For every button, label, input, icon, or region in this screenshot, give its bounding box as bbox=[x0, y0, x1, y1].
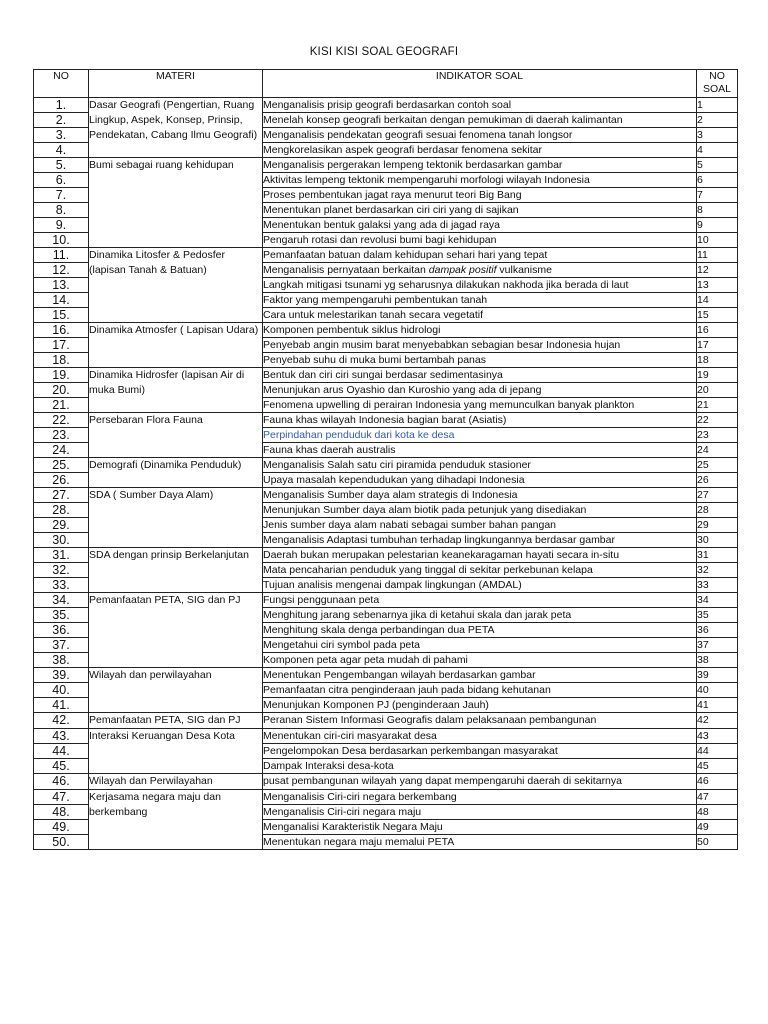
indikator-cell: Menelah konsep geografi berkaitan dengan pemukiman di daerah kalimantan bbox=[263, 113, 697, 128]
row-number: 3. bbox=[34, 128, 89, 143]
row-number: 45. bbox=[34, 759, 89, 774]
no-soal-cell: 20 bbox=[697, 383, 738, 398]
no-soal-cell: 2 bbox=[697, 113, 738, 128]
indikator-cell: Cara untuk melestarikan tanah secara vegetatif bbox=[263, 308, 697, 323]
table-row bbox=[34, 774, 738, 790]
row-number: 38. bbox=[34, 653, 89, 668]
indikator-cell: Upaya masalah kependudukan yang dihadapi Indonesia bbox=[263, 473, 697, 488]
no-soal-cell: 17 bbox=[697, 338, 738, 353]
no-soal-cell: 35 bbox=[697, 608, 738, 623]
materi-cell: Interaksi Keruangan Desa Kota bbox=[89, 729, 263, 774]
row-number: 28. bbox=[34, 503, 89, 518]
indikator-cell: Fauna khas daerah australis bbox=[263, 443, 697, 458]
indikator-cell: Dampak Interaksi desa-kota bbox=[263, 759, 697, 774]
materi-cell: Wilayah dan Perwilayahan bbox=[89, 774, 263, 790]
row-number: 9. bbox=[34, 218, 89, 233]
row-number: 8. bbox=[34, 203, 89, 218]
indikator-part: Menganalisis pernyataan berkaitan bbox=[263, 264, 429, 276]
row-number: 14. bbox=[34, 293, 89, 308]
table-row bbox=[34, 729, 738, 744]
indikator-cell: Mengetahui ciri symbol pada peta bbox=[263, 638, 697, 653]
row-number: 21. bbox=[34, 398, 89, 413]
indikator-cell: Menentukan negara maju memalui PETA bbox=[263, 835, 697, 850]
row-number: 25. bbox=[34, 458, 89, 473]
table-row bbox=[34, 368, 738, 383]
no-soal-cell: 8 bbox=[697, 203, 738, 218]
row-number: 23. bbox=[34, 428, 89, 443]
no-soal-cell: 7 bbox=[697, 188, 738, 203]
table-row bbox=[34, 548, 738, 563]
row-number: 2. bbox=[34, 113, 89, 128]
row-number: 31. bbox=[34, 548, 89, 563]
no-soal-cell: 40 bbox=[697, 683, 738, 698]
row-number: 20. bbox=[34, 383, 89, 398]
indikator-cell: Penyebab angin musim barat menyebabkan sebagian besar Indonesia hujan bbox=[263, 338, 697, 353]
header-materi: MATERI bbox=[89, 70, 263, 98]
indikator-cell: Komponen pembentuk siklus hidrologi bbox=[263, 323, 697, 338]
row-number: 10. bbox=[34, 233, 89, 248]
header-indikator: INDIKATOR SOAL bbox=[263, 70, 697, 98]
no-soal-cell: 4 bbox=[697, 143, 738, 158]
indikator-cell: Jenis sumber daya alam nabati sebagai sumber bahan pangan bbox=[263, 518, 697, 533]
row-number: 50. bbox=[34, 835, 89, 850]
table-row bbox=[34, 790, 738, 805]
no-soal-cell: 6 bbox=[697, 173, 738, 188]
row-number: 17. bbox=[34, 338, 89, 353]
indikator-cell: Mengkorelasikan aspek geografi berdasar fenomena sekitar bbox=[263, 143, 697, 158]
indikator-cell: Langkah mitigasi tsunami yg seharusnya dilakukan nakhoda jika berada di laut bbox=[263, 278, 697, 293]
header-no-soal-line2: SOAL bbox=[702, 83, 731, 95]
indikator-cell: Fungsi penggunaan peta bbox=[263, 593, 697, 608]
no-soal-cell: 47 bbox=[697, 790, 738, 805]
no-soal-cell: 16 bbox=[697, 323, 738, 338]
row-number: 42. bbox=[34, 713, 89, 729]
indikator-cell: Bentuk dan ciri ciri sungai berdasar sedimentasinya bbox=[263, 368, 697, 383]
indikator-part: vulkanisme bbox=[496, 264, 552, 276]
row-number: 34. bbox=[34, 593, 89, 608]
row-number: 32. bbox=[34, 563, 89, 578]
no-soal-cell: 24 bbox=[697, 443, 738, 458]
row-number: 37. bbox=[34, 638, 89, 653]
row-number: 26. bbox=[34, 473, 89, 488]
indikator-cell: Menganalisi Karakteristik Negara Maju bbox=[263, 820, 697, 835]
materi-cell: Dinamika Litosfer & Pedosfer (lapisan Tanah & Batuan) bbox=[89, 248, 263, 323]
indikator-cell: Tujuan analisis mengenai dampak lingkungan (AMDAL) bbox=[263, 578, 697, 593]
row-number: 1. bbox=[34, 98, 89, 113]
row-number: 43. bbox=[34, 729, 89, 744]
no-soal-cell: 46 bbox=[697, 774, 738, 790]
row-number: 29. bbox=[34, 518, 89, 533]
indikator-part: dampak positif bbox=[428, 264, 497, 276]
indikator-cell: Proses pembentukan jagat raya menurut teori Big Bang bbox=[263, 188, 697, 203]
table-row bbox=[34, 488, 738, 503]
no-soal-cell: 31 bbox=[697, 548, 738, 563]
no-soal-cell: 19 bbox=[697, 368, 738, 383]
no-soal-cell: 27 bbox=[697, 488, 738, 503]
indikator-cell: Faktor yang mempengaruhi pembentukan tanah bbox=[263, 293, 697, 308]
materi-cell: Demografi (Dinamika Penduduk) bbox=[89, 458, 263, 488]
row-number: 7. bbox=[34, 188, 89, 203]
row-number: 48. bbox=[34, 805, 89, 820]
no-soal-cell: 10 bbox=[697, 233, 738, 248]
indikator-cell: Menganalisis Sumber daya alam strategis di Indonesia bbox=[263, 488, 697, 503]
kisi-kisi-table bbox=[33, 69, 738, 850]
row-number: 11. bbox=[34, 248, 89, 263]
no-soal-cell: 41 bbox=[697, 698, 738, 713]
no-soal-cell: 25 bbox=[697, 458, 738, 473]
materi-cell: Bumi sebagai ruang kehidupan bbox=[89, 158, 263, 248]
row-number: 40. bbox=[34, 683, 89, 698]
no-soal-cell: 38 bbox=[697, 653, 738, 668]
no-soal-cell: 28 bbox=[697, 503, 738, 518]
row-number: 41. bbox=[34, 698, 89, 713]
row-number: 12. bbox=[34, 263, 89, 278]
no-soal-cell: 45 bbox=[697, 759, 738, 774]
materi-cell: Dasar Geografi (Pengertian, Ruang Lingkup, Aspek, Konsep, Prinsip, Pendekatan, Cabang Ilmu Geografi) bbox=[89, 98, 263, 158]
no-soal-cell: 29 bbox=[697, 518, 738, 533]
row-number: 27. bbox=[34, 488, 89, 503]
no-soal-cell: 32 bbox=[697, 563, 738, 578]
materi-cell: Kerjasama negara maju dan berkembang bbox=[89, 790, 263, 850]
indikator-cell: Aktivitas lempeng tektonik mempengaruhi morfologi wilayah Indonesia bbox=[263, 173, 697, 188]
row-number: 13. bbox=[34, 278, 89, 293]
table-header-row bbox=[34, 70, 738, 98]
no-soal-cell: 44 bbox=[697, 744, 738, 759]
table-row bbox=[34, 158, 738, 173]
indikator-cell: Fenomena upwelling di perairan Indonesia yang memunculkan banyak plankton bbox=[263, 398, 697, 413]
no-soal-cell: 9 bbox=[697, 218, 738, 233]
indikator-cell: Pengelompokan Desa berdasarkan perkembangan masyarakat bbox=[263, 744, 697, 759]
materi-cell: SDA ( Sumber Daya Alam) bbox=[89, 488, 263, 548]
table-row bbox=[34, 413, 738, 428]
no-soal-cell: 30 bbox=[697, 533, 738, 548]
no-soal-cell: 50 bbox=[697, 835, 738, 850]
no-soal-cell: 5 bbox=[697, 158, 738, 173]
indikator-cell: Menganalisis Ciri-ciri negara maju bbox=[263, 805, 697, 820]
materi-cell: Wilayah dan perwilayahan bbox=[89, 668, 263, 713]
row-number: 49. bbox=[34, 820, 89, 835]
no-soal-cell: 22 bbox=[697, 413, 738, 428]
row-number: 39. bbox=[34, 668, 89, 683]
no-soal-cell: 39 bbox=[697, 668, 738, 683]
row-number: 5. bbox=[34, 158, 89, 173]
row-number: 16. bbox=[34, 323, 89, 338]
materi-cell: Dinamika Hidrosfer (lapisan Air di muka Bumi) bbox=[89, 368, 263, 413]
indikator-cell: Daerah bukan merupakan pelestarian keanekaragaman hayati secara in-situ bbox=[263, 548, 697, 563]
table-row bbox=[34, 713, 738, 729]
no-soal-cell: 15 bbox=[697, 308, 738, 323]
no-soal-cell: 1 bbox=[697, 98, 738, 113]
indikator-cell: Menganalisis prisip geografi berdasarkan contoh soal bbox=[263, 98, 697, 113]
materi-cell: Pemanfaatan PETA, SIG dan PJ bbox=[89, 593, 263, 668]
row-number: 4. bbox=[34, 143, 89, 158]
no-soal-cell: 12 bbox=[697, 263, 738, 278]
indikator-cell: Menghitung jarang sebenarnya jika di ketahui skala dan jarak peta bbox=[263, 608, 697, 623]
row-number: 6. bbox=[34, 173, 89, 188]
row-number: 35. bbox=[34, 608, 89, 623]
no-soal-cell: 3 bbox=[697, 128, 738, 143]
row-number: 15. bbox=[34, 308, 89, 323]
indikator-cell: Menganalisis pendekatan geografi sesuai fenomena tanah longsor bbox=[263, 128, 697, 143]
no-soal-cell: 33 bbox=[697, 578, 738, 593]
table-row bbox=[34, 593, 738, 608]
no-soal-cell: 42 bbox=[697, 713, 738, 729]
indikator-cell: Peranan Sistem Informasi Geografis dalam pelaksanaan pembangunan bbox=[263, 713, 697, 729]
materi-cell: Pemanfaatan PETA, SIG dan PJ bbox=[89, 713, 263, 729]
table-row bbox=[34, 98, 738, 113]
indikator-cell: Komponen peta agar peta mudah di pahami bbox=[263, 653, 697, 668]
indikator-cell: Menunjukan arus Oyashio dan Kuroshio yang ada di jepang bbox=[263, 383, 697, 398]
table-row bbox=[34, 668, 738, 683]
indikator-cell: Menganalisis pergerakan lempeng tektonik berdasarkan gambar bbox=[263, 158, 697, 173]
header-no-soal bbox=[697, 70, 738, 98]
no-soal-cell: 34 bbox=[697, 593, 738, 608]
indikator-cell: Mata pencaharian penduduk yang tinggal di sekitar perkebunan kelapa bbox=[263, 563, 697, 578]
no-soal-cell: 26 bbox=[697, 473, 738, 488]
no-soal-cell: 14 bbox=[697, 293, 738, 308]
no-soal-cell: 13 bbox=[697, 278, 738, 293]
indikator-cell: pusat pembangunan wilayah yang dapat mempengaruhi daerah di sekitarnya bbox=[263, 774, 697, 790]
indikator-cell: Pemanfaatan batuan dalam kehidupan sehari hari yang tepat bbox=[263, 248, 697, 263]
header-no: NO bbox=[34, 70, 89, 98]
indikator-cell: Pemanfaatan citra penginderaan jauh pada bidang kehutanan bbox=[263, 683, 697, 698]
indikator-cell: Menganalisis Salah satu ciri piramida penduduk stasioner bbox=[263, 458, 697, 473]
no-soal-cell: 37 bbox=[697, 638, 738, 653]
no-soal-cell: 11 bbox=[697, 248, 738, 263]
no-soal-cell: 36 bbox=[697, 623, 738, 638]
no-soal-cell: 21 bbox=[697, 398, 738, 413]
indikator-cell: Menentukan ciri-ciri masyarakat desa bbox=[263, 729, 697, 744]
row-number: 24. bbox=[34, 443, 89, 458]
row-number: 44. bbox=[34, 744, 89, 759]
page-title: KISI KISI SOAL GEOGRAFI bbox=[309, 46, 459, 58]
table-body bbox=[34, 98, 738, 850]
indikator-cell: Menentukan planet berdasarkan ciri ciri yang di sajikan bbox=[263, 203, 697, 218]
no-soal-cell: 48 bbox=[697, 805, 738, 820]
row-number: 22. bbox=[34, 413, 89, 428]
indikator-cell: Menunjukan Komponen PJ (penginderaan Jauh) bbox=[263, 698, 697, 713]
table-row bbox=[34, 248, 738, 263]
table-row bbox=[34, 323, 738, 338]
table-row bbox=[34, 458, 738, 473]
indikator-cell: Menentukan bentuk galaksi yang ada di jagad raya bbox=[263, 218, 697, 233]
indikator-cell: Fauna khas wilayah Indonesia bagian barat (Asiatis) bbox=[263, 413, 697, 428]
indikator-cell: Penyebab suhu di muka bumi bertambah panas bbox=[263, 353, 697, 368]
materi-cell: Persebaran Flora Fauna bbox=[89, 413, 263, 458]
indikator-cell: Pengaruh rotasi dan revolusi bumi bagi kehidupan bbox=[263, 233, 697, 248]
row-number: 30. bbox=[34, 533, 89, 548]
indikator-cell: Perpindahan penduduk dari kota ke desa bbox=[263, 428, 697, 443]
materi-cell: SDA dengan prinsip Berkelanjutan bbox=[89, 548, 263, 593]
indikator-cell: Menghitung skala denga perbandingan dua PETA bbox=[263, 623, 697, 638]
row-number: 33. bbox=[34, 578, 89, 593]
row-number: 46. bbox=[34, 774, 89, 790]
indikator-cell: Menganalisis Adaptasi tumbuhan terhadap lingkungannya berdasar gambar bbox=[263, 533, 697, 548]
row-number: 47. bbox=[34, 790, 89, 805]
no-soal-cell: 43 bbox=[697, 729, 738, 744]
row-number: 19. bbox=[34, 368, 89, 383]
row-number: 18. bbox=[34, 353, 89, 368]
indikator-cell bbox=[263, 263, 697, 278]
no-soal-cell: 49 bbox=[697, 820, 738, 835]
no-soal-cell: 18 bbox=[697, 353, 738, 368]
no-soal-cell: 23 bbox=[697, 428, 738, 443]
materi-cell: Dinamika Atmosfer ( Lapisan Udara) bbox=[89, 323, 263, 368]
indikator-cell: Menganalisis Ciri-ciri negara berkembang bbox=[263, 790, 697, 805]
indikator-cell: Menunjukan Sumber daya alam biotik pada petunjuk yang disediakan bbox=[263, 503, 697, 518]
row-number: 36. bbox=[34, 623, 89, 638]
header-no-soal-line1: NO bbox=[709, 70, 725, 82]
indikator-cell: Menentukan Pengembangan wilayah berdasarkan gambar bbox=[263, 668, 697, 683]
